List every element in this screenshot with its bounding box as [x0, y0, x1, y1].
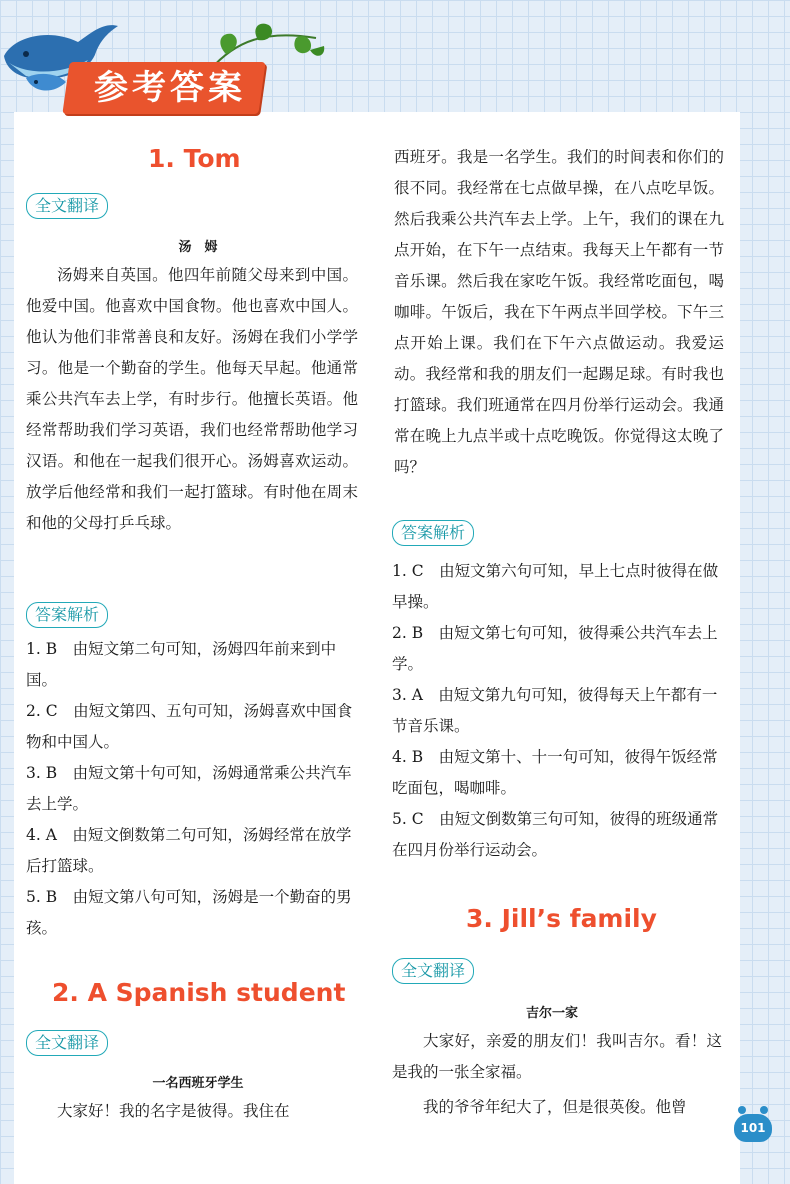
tag-answer-analysis: 答案解析 [392, 520, 474, 546]
section-title-spanish-student: 2. A Spanish student [52, 978, 346, 1007]
passage-translation: 大家好，亲爱的朋友们！我叫吉尔。看！这是我的一张全家福。 [392, 1032, 722, 1081]
tag-full-translation: 全文翻译 [392, 958, 474, 984]
tag-full-translation: 全文翻译 [26, 193, 108, 219]
answer-item: 3. A 由短文第九句可知，彼得每天上午都有一节音乐课。 [392, 686, 718, 735]
answer-item: 5. C 由短文倒数第三句可知，彼得的班级通常在四月份举行运动会。 [392, 810, 719, 859]
passage-translation: 我的爷爷年纪大了，但是很英俊。他曾 [423, 1098, 687, 1116]
answer-list [392, 556, 724, 866]
section-title-tom: 1. Tom [148, 144, 241, 173]
answer-item: 4. B 由短文第十、十一句可知，彼得午饭经常吃面包，喝咖啡。 [392, 748, 718, 797]
paw-toe-icon [760, 1106, 768, 1114]
answer-item: 5. B 由短文第八句可知，汤姆是一个勤奋的男孩。 [26, 888, 352, 937]
answer-item: 2. B 由短文第七句可知，彼得乘公共汽车去上学。 [392, 624, 718, 673]
tag-answer-analysis: 答案解析 [26, 602, 108, 628]
passage-subtitle: 汤 姆 [178, 240, 218, 255]
answer-item: 1. B 由短文第二句可知，汤姆四年前来到中国。 [26, 640, 337, 689]
page-heading: 参考答案 [94, 68, 246, 108]
answer-item: 2. C 由短文第四、五句可知，汤姆喜欢中国食物和中国人。 [26, 702, 353, 751]
answer-item: 4. A 由短文倒数第二句可知，汤姆经常在放学后打篮球。 [26, 826, 352, 875]
section-title-jills-family: 3. Jill’s family [466, 904, 657, 933]
answer-list [26, 634, 358, 944]
page-number-badge: 101 [734, 1114, 772, 1142]
answer-item: 1. C 由短文第六句可知，早上七点时彼得在做早操。 [392, 562, 719, 611]
passage-subtitle: 一名西班牙学生 [152, 1076, 244, 1091]
answer-item: 3. B 由短文第十句可知，汤姆通常乘公共汽车去上学。 [26, 764, 352, 813]
passage-translation-continued: 西班牙。我是一名学生。我们的时间表和你们的很不同。我经常在七点做早操，在八点吃早饭。然后我乘公共汽车去上学。上午，我们的课在九点开始，在下午一点结束。我每天上午都有一节音乐课。然后我在家吃午饭。我经常吃面包，喝咖啡。午饭后，我在下午两点半回学校。下午三点开始上课。我们在下午六点做运动。我爱运动。我经常和我的朋友们一起踢足球。有时我也打篮球。我们班通常在四月份举行运动会。我通常在晚上九点半或十点吃晚饭。你觉得这太晚了吗？ [394, 148, 724, 476]
tag-full-translation: 全文翻译 [26, 1030, 108, 1056]
paw-toe-icon [738, 1106, 746, 1114]
passage-subtitle: 吉尔一家 [525, 1006, 578, 1021]
passage-translation: 大家好！我的名字是彼得。我住在 [57, 1102, 290, 1120]
passage-translation: 汤姆来自英国。他四年前随父母来到中国。他爱中国。他喜欢中国食物。他也喜欢中国人。他认为他们非常善良和友好。汤姆在我们小学学习。他是一个勤奋的学生。他每天早起。他通常乘公共汽车去上学，有时步行。他擅长英语。他经常帮助我们学习英语，我们也经常帮助他学习汉语。和他在一起我们很开心。汤姆喜欢运动。放学后他经常和我们一起打篮球。有时他在周末和他的父母打乒乓球。 [26, 266, 358, 532]
